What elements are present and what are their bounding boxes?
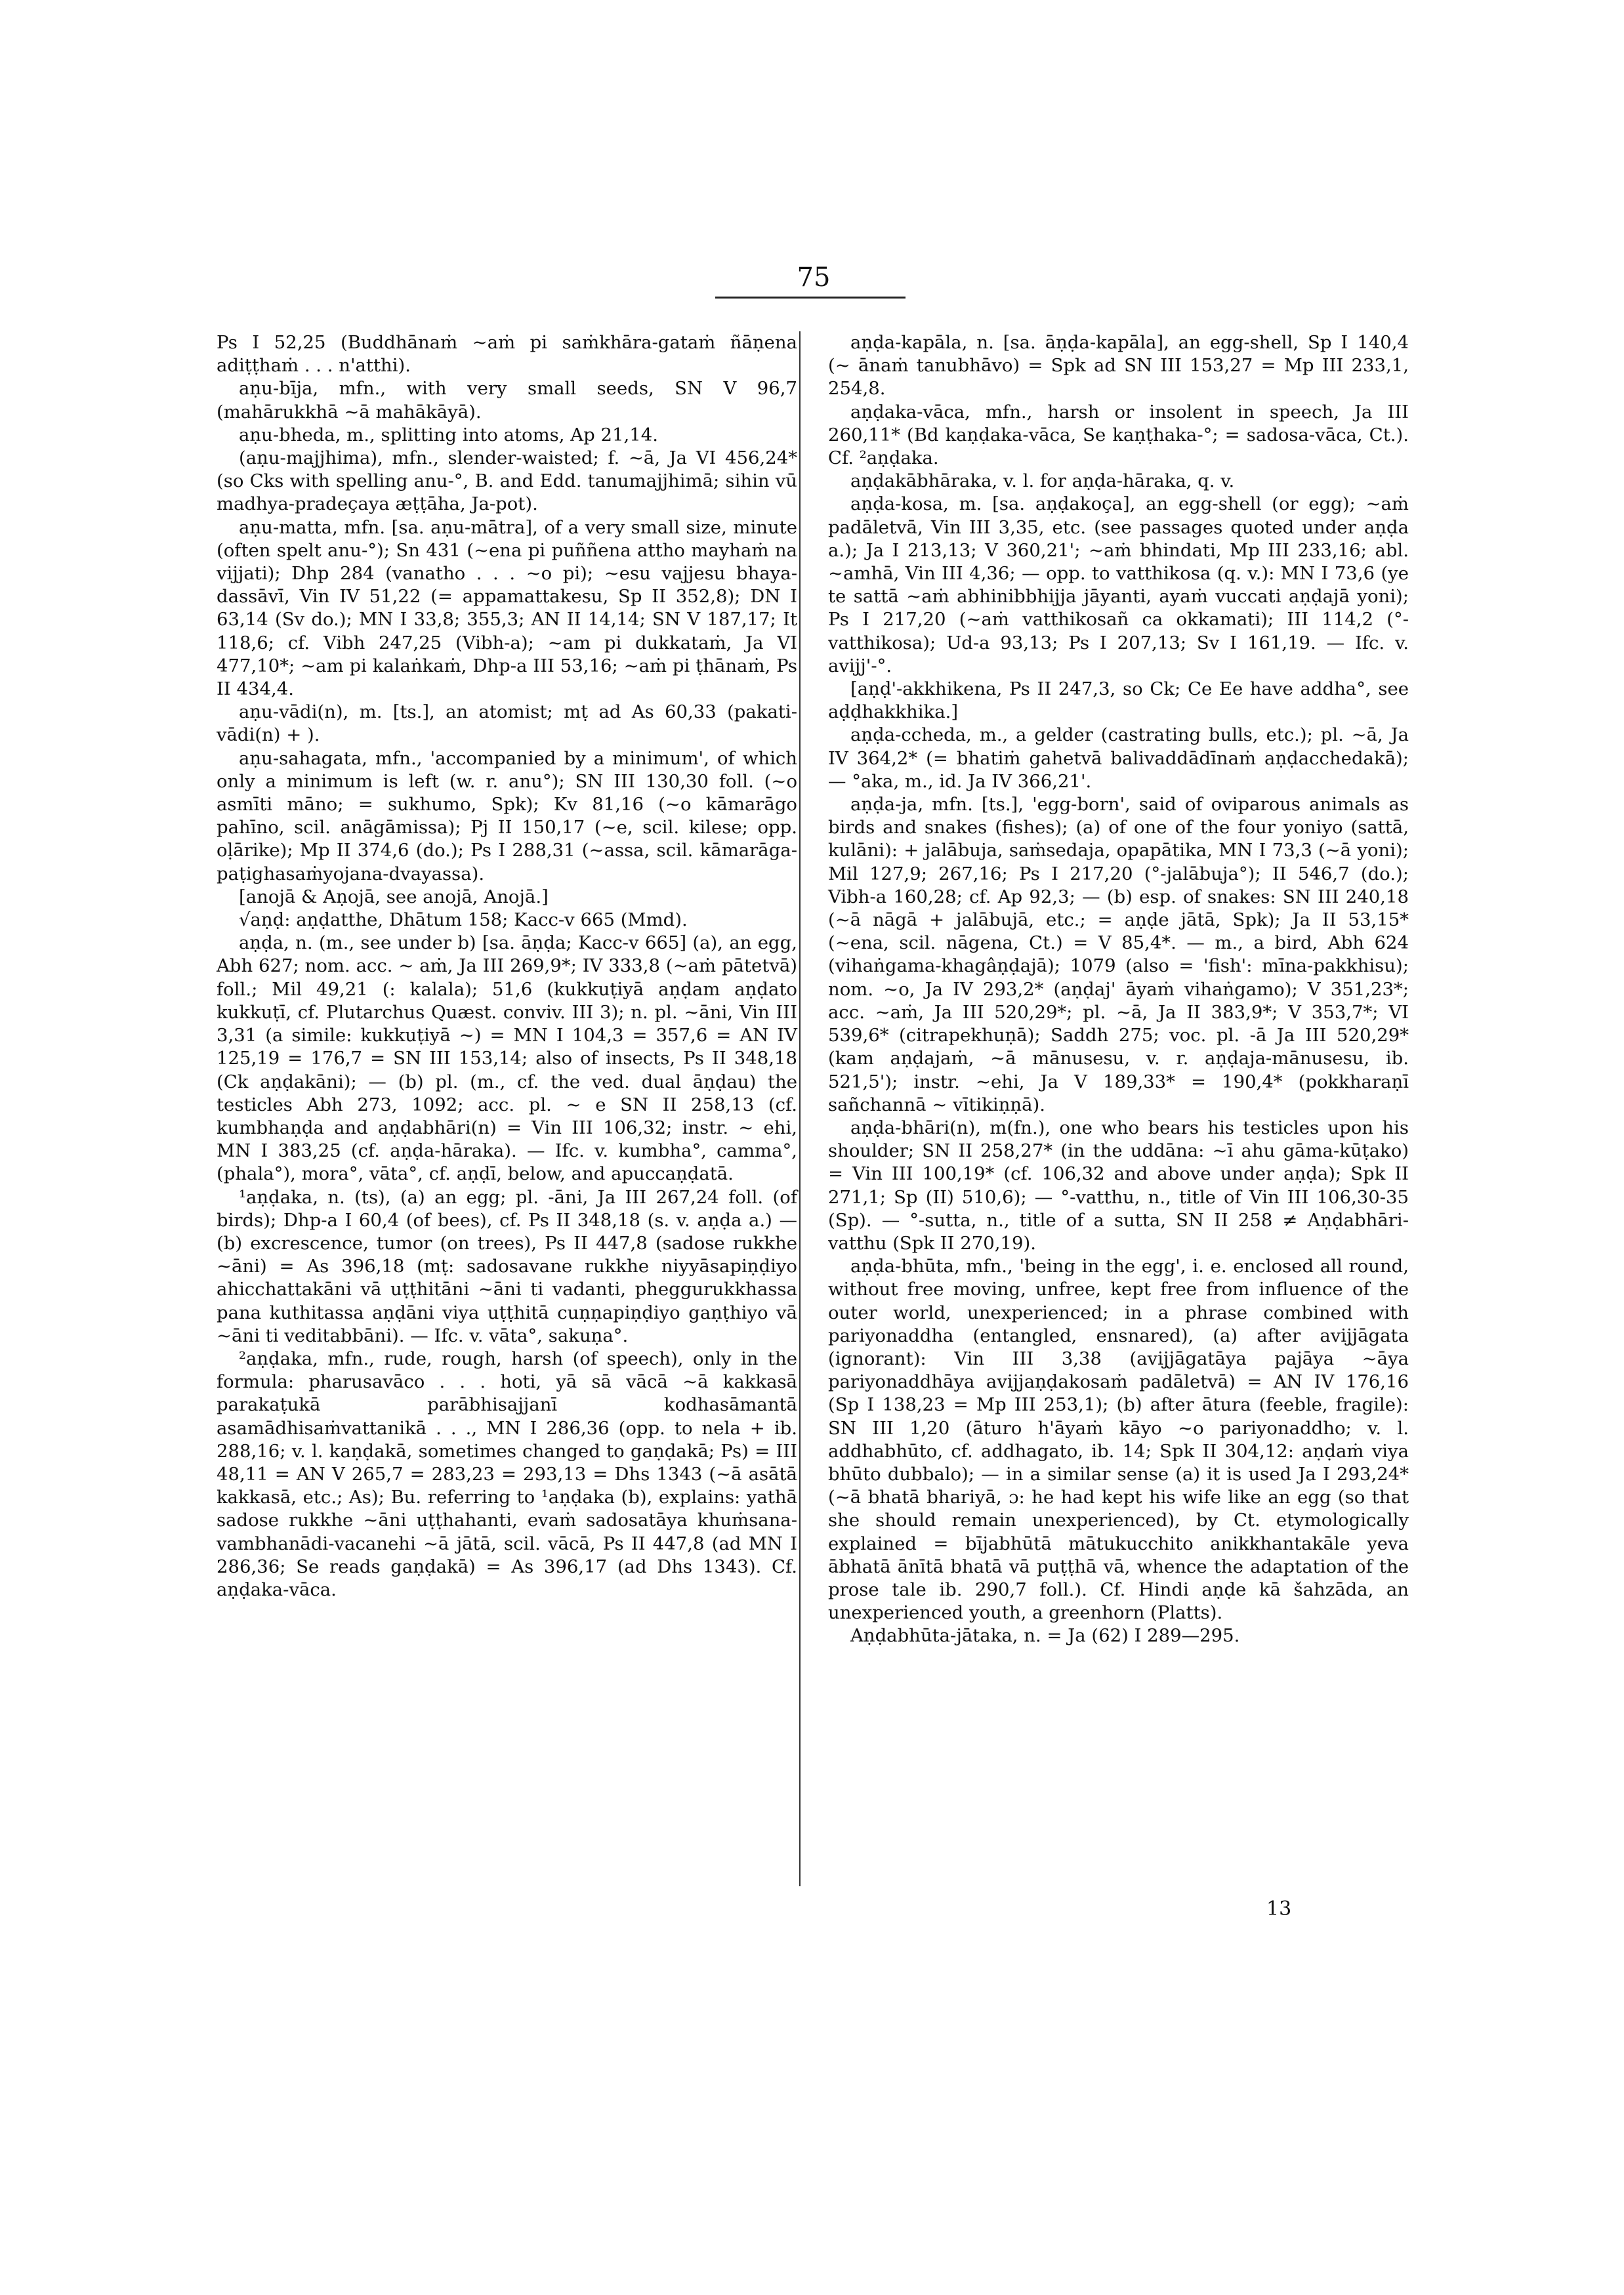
entry-andaka-vaca: aṇḍaka-vāca, mfn., harsh or insolent in speech, Ja III 260,11* (Bd kaṇḍaka-vāca, Se kaṇṭhaka-°; = sadosa-vāca, Ct.). Cf. ²aṇḍaka. (828, 401, 1409, 469)
entry-continuation: Ps I 52,25 (Buddhānaṁ ~aṁ pi saṁkhāra-gataṁ ñāṇena adiṭṭhaṁ . . . n'atthi). (217, 332, 797, 377)
entry-anu-matta: aṇu-matta, mfn. [sa. aṇu-mātra], of a very small size, minute (often spelt anu-°); Sn 431 (~ena pi puññena attho mayhaṁ na vijjati); Dhp 284 (vanatho . . . ~o pi); ~esu vajjesu bhaya-dassāvī, Vin IV 51,22 (= appamattakesu, Sp II 352,8); DN I 63,14 (Sv do.); MN I 33,8; 355,3; AN II 14,14; SN V 187,17; It 118,6; cf. Vibh 247,25 (Vibh-a); ~am pi dukkataṁ, Ja VI 477,10*; ~am pi kalaṅkaṁ, Dhp-a III 53,16; ~aṁ pi ṭhānaṁ, Ps II 434,4. (217, 516, 797, 700)
entry-anda-bhari: aṇḍa-bhāri(n), m(fn.), one who bears his testicles upon his shoulder; SN II 258,27* (in the uddāna: ~ī ahu gāma-kūṭako) = Vin III 100,19* (cf. 106,32 and above under aṇḍa); Spk II 271,1; Sp (II) 510,6); — °-vatthu, n., title of Vin III 106,30-35 (Sp). — °-sutta, n., title of a sutta, SN II 258 ≠ Aṇḍabhāri-vatthu (Spk II 270,19). (828, 1117, 1409, 1254)
entry-andaka-2: ²aṇḍaka, mfn., rude, rough, harsh (of speech), only in the formula: pharusavāco . . . hoti, yā sā vācā ~ā kakkasā parakaṭukā parābhisajjanī kodhasāmantā asamādhisaṁvattanikā . . ., MN I 286,36 (opp. to nela + ib. 288,16; v. l. kaṇḍakā, sometimes changed to gaṇḍakā; Ps) = III 48,11 = AN V 265,7 = 283,23 = 293,13 = Dhs 1343 (~ā asātā kakkasā, etc.; As); Bu. referring to ¹aṇḍaka (b), explains: yathā sadose rukkhe ~āni uṭṭhahanti, evaṁ sadosatāya khuṁsana-vambhanādi-vacanehi ~ā jātā, scil. vācā, Ps II 447,8 (ad MN I 286,36; Se reads gaṇḍakā) = As 396,17 (ad Dhs 1343). Cf. aṇḍaka-vāca. (217, 1348, 797, 1600)
entry-anda-bhuta: aṇḍa-bhūta, mfn., 'being in the egg', i. e. enclosed all round, without free moving, unfree, kept free from influence of the outer world, unexperienced; in a phrase combined with pariyonaddha (entangled, ensnared), (a) after avijjāgata (ignorant): Vin III 3,38 (avijjāgatāya pajāya ~āya pariyonaddhāya avijjaṇḍakosaṁ padāletvā) = AN IV 176,16 (Sp I 138,23 = Mp III 253,1); (b) after ātura (feeble, fragile): SN III 1,20 (āturo h'āyaṁ kāyo ~o pariyonaddho; v. l. addhabhūto, cf. addhagato, ib. 14; Spk II 304,12: aṇḍaṁ viya bhūto dubbalo); — in a similar sense (a) it is used Ja I 293,24* (~ā bhatā bhariyā, ɔ: he had kept his wife like an egg (so that she should remain unexperienced), by Ct. etymologically explained = bījabhūtā mātukucchito anikkhantakāle yeva ābhatā ānītā bhatā vā puṭṭhā vā, whence the adaptation of the prose tale ib. 290,7 foll.). Cf. Hindi aṇḍe kā šahzāda, an unexperienced youth, a greenhorn (Platts). (828, 1256, 1409, 1624)
entry-anu-sahagata: aṇu-sahagata, mfn., 'accompanied by a minimum', of which only a minimum is left (w. r. anu°); SN III 130,30 foll. (~o asmīti māno; = sukhumo, Spk); Kv 81,16 (~o kāmarāgo pahīno, scil. anāgāmissa); Pj II 150,17 (~e, scil. kilese; opp. oḷārike); Mp II 374,6 (do.); Ps I 288,31 (~assa, scil. kāmarāga-paṭighasaṁyojana-dvayassa). (217, 747, 797, 884)
entry-anda: aṇḍa, n. (m., see under b) [sa. āṇḍa; Kacc-v 665] (a), an egg, Abh 627; nom. acc. ~ aṁ, Ja III 269,9*; IV 333,8 (~aṁ pātetvā) foll.; Mil 49,21 (: kalala); 51,6 (kukkuṭiyā aṇḍam aṇḍato kukkuṭī, cf. Plutarchus Quæst. conviv. III 3); n. pl. ~āni, Vin III 3,31 (a simile: kukkuṭiyā ~) = MN I 104,3 = 357,6 = AN IV 125,19 = 176,7 = SN III 153,14; also of insects, Ps II 348,18 (Ck aṇḍakāni); — (b) pl. (m., cf. the ved. dual āṇḍau) the testicles Abh 273, 1092; acc. pl. ~ e SN II 258,13 (cf. kumbhaṇḍa and aṇḍabhāri(n) = Vin III 106,32; instr. ~ ehi, MN I 383,25 (cf. aṇḍa-hāraka). — Ifc. v. kumbha°, camma°, (phala°), mora°, vāta°, cf. aṇḍī, below, and apuccaṇḍatā. (217, 932, 797, 1185)
entry-anda-kapala: aṇḍa-kapāla, n. [sa. āṇḍa-kapāla], an egg-shell, Sp I 140,4 (~ ānaṁ tanubhāvo) = Spk ad SN III 153,27 = Mp III 233,1, 254,8. (828, 332, 1409, 400)
entry-anda-ccheda: aṇḍa-ccheda, m., a gelder (castrating bulls, etc.); pl. ~ā, Ja IV 364,2* (= bhatiṁ gahetvā balivaddādīnaṁ aṇḍacchedakā); — °aka, m., id. Ja IV 366,21'. (828, 724, 1409, 792)
entry-anu-bheda: aṇu-bheda, m., splitting into atoms, Ap 21,14. (239, 424, 658, 445)
entry-andakabharaka: aṇḍakābhāraka, v. l. for aṇḍa-hāraka, q. v. (850, 470, 1235, 492)
entry-andaka-1: ¹aṇḍaka, n. (ts), (a) an egg; pl. -āni, Ja III 267,24 foll. (of birds); Dhp-a I 60,4 (of bees), cf. Ps II 348,18 (s. v. aṇḍa a.) — (b) excrescence, tumor (on trees), Ps II 447,8 (sadose rukkhe ~āni) = As 396,18 (mṭ: sadosavane rukkhe niyyāsapiṇḍiyo ahicchattakāni vā uṭṭhitāni ~āni ti vadanti, pheggurukkhassa pana kuthitassa aṇḍāni viya uṭṭhitā cuṇṇapiṇḍiyo gaṇṭhiyo vā ~āni ti veditabbāni). — Ifc. v. vāta°, sakuṇa°. (217, 1186, 797, 1346)
header-rule (715, 297, 906, 299)
entry-anu-majjhima: (aṇu-majjhima), mfn., slender-waisted; f. ~ā, Ja VI 456,24* (so Cks with spelling anu-°, B. and Edd. tanumajjhimā; sihin vū madhya-pradeçaya æṭṭāha, Ja-pot). (217, 447, 797, 515)
entry-anu-bija: aṇu-bīja, mfn., with very small seeds, SN V 96,7 (mahārukkhā ~ā mahākāyā). (217, 378, 797, 423)
signature-number: 13 (1266, 1897, 1292, 1920)
column-divider (799, 331, 801, 1886)
left-column (217, 331, 797, 1602)
page-number: 75 (797, 262, 831, 293)
entry-anda-kosa: aṇḍa-kosa, m. [sa. aṇḍakoça], an egg-shell (or egg); ~aṁ padāletvā, Vin III 3,35, etc. (see passages quoted under aṇḍa a.); Ja I 213,13; V 360,21'; ~aṁ bhindati, Mp III 233,16; abl. ~amhā, Vin III 4,36; — opp. to vatthikosa (q. v.): MN I 73,6 (ye te sattā ~aṁ abhinibbhijja jāyanti, ayaṁ vuccati aṇḍajā yoni); Ps I 217,20 (~aṁ vatthikosañ ca okkamati); III 114,2 (°-vatthikosa); Ud-a 93,13; Ps I 207,13; Sv I 161,19. — Ifc. v. avijj'-°. (828, 493, 1409, 676)
entry-and-akkhikena: [aṇḍ'-akkhikena, Ps II 247,3, so Ck; Ce Ee have addha°, see aḍḍhakkhika.] (828, 678, 1409, 723)
entry-root-and: √aṇḍ: aṇḍatthe, Dhātum 158; Kacc-v 665 (Mmd). (239, 909, 688, 931)
entry-anu-vadi: aṇu-vādi(n), m. [ts.], an atomist; mṭ ad As 60,33 (pakati-vādi(n) + ). (217, 701, 797, 746)
entry-andabhuta-jataka: Aṇḍabhūta-jātaka, n. = Ja (62) I 289—295. (850, 1625, 1240, 1647)
right-column (828, 331, 1409, 1648)
entry-anda-ja: aṇḍa-ja, mfn. [ts.], 'egg-born', said of oviparous animals as birds and snakes (fishes); (a) of one of the four yoniyo (sattā, kulāni): + jalābuja, saṁsedaja, opapātika, MN I 73,3 (~ā yoni); Mil 127,9; 267,16; Ps I 217,20 (°-jalābuja°); II 546,7 (do.); Vibh-a 160,28; cf. Ap 92,3; — (b) esp. of snakes: SN III 240,18 (~ā nāgā + jalābujā, etc.; = aṇḍe jātā, Spk); Ja II 53,15* (~ena, scil. nāgena, Ct.) = V 85,4*. — m., a bird, Abh 624 (vihaṅgama-khagâṇḍajā); 1079 (also = 'fish': mīna-pakkhisu); nom. ~o, Ja IV 293,2* (aṇḍaj' āyaṁ vihaṅgamo); V 351,23*; acc. ~aṁ, Ja III 520,29*; pl. ~ā, Ja II 383,9*; V 353,7*; VI 539,6* (citrapekhuṇā); Saddh 275; voc. pl. -ā Ja III 520,29* (kam aṇḍajaṁ, ~ā mānusesu, v. r. aṇḍaja-mānusesu, ib. 521,5'); instr. ~ehi, Ja V 189,33* = 190,4* (pokkharaṇī sañchannā ~ vītikiṇṇā). (828, 794, 1409, 1115)
entry-anoja: [anojā & Aṇojā, see anojā, Anojā.] (239, 886, 549, 907)
